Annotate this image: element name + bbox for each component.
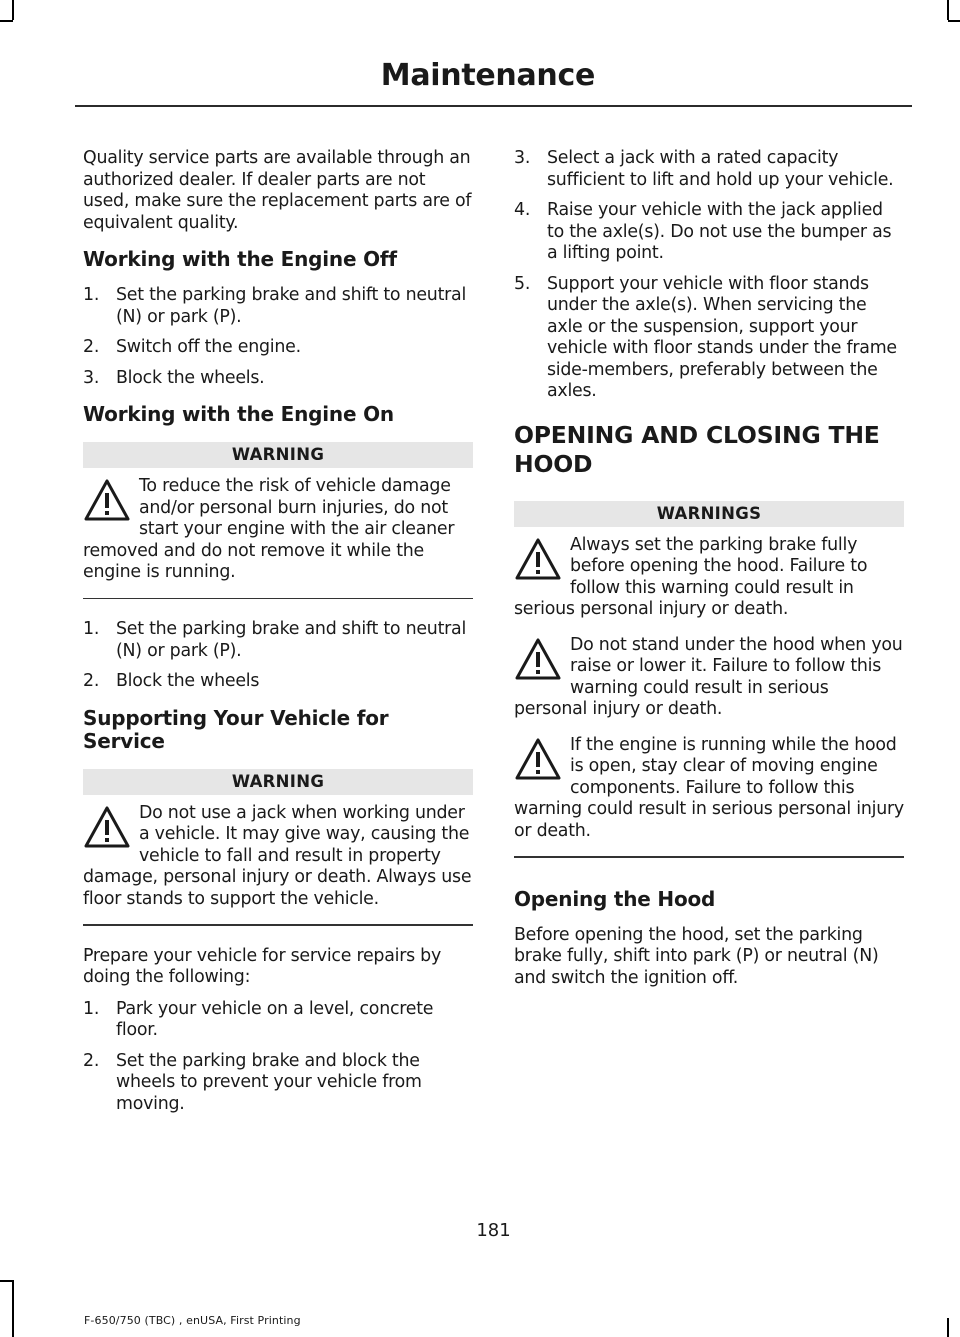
warning-triangle-icon	[83, 478, 131, 522]
step-number: 2.	[83, 671, 100, 691]
prepare-paragraph: Prepare your vehicle for service repairs by doing the following:	[83, 945, 442, 987]
warning-triangle-icon	[514, 537, 562, 581]
right-column	[514, 148, 904, 999]
engine-on-steps	[83, 619, 473, 693]
step-number: 1.	[83, 998, 100, 1019]
opening-hood-paragraph: Before opening the hood, set the parking brake fully, shift into park (P) or neutral (N) and switch the ignition off.	[514, 924, 879, 988]
footer-text: F-650/750 (TBC) , enUSA, First Printing	[84, 1314, 301, 1327]
step-text: Block the wheels.	[116, 367, 265, 388]
step-text: Block the wheels	[116, 671, 260, 691]
step-text: Park your vehicle on a level, concrete floor.	[116, 998, 434, 1040]
warning-item	[514, 535, 904, 621]
step-number: 3.	[83, 367, 100, 388]
list-item	[83, 368, 473, 390]
crop-mark	[12, 0, 14, 20]
step-number: 2.	[83, 1050, 100, 1071]
warning-triangle-icon	[514, 637, 562, 681]
warning-item	[83, 803, 473, 911]
warning-text: Do not use a jack when working under a vehicle. It may give way, causing the vehicle to fall and result in property damage, personal injury or death. Always use floor stands to support the vehicle.	[83, 802, 472, 909]
list-item	[514, 200, 904, 265]
list-item	[83, 1051, 473, 1116]
step-number: 1.	[83, 619, 100, 639]
warning-box	[83, 769, 473, 926]
step-number: 5.	[514, 273, 531, 294]
warning-text: To reduce the risk of vehicle damage and/or personal burn injuries, do not start your engine with the air cleaner removed and do not remove it while the engine is running.	[83, 476, 455, 582]
warning-box	[83, 442, 473, 599]
list-item	[83, 337, 473, 359]
step-text: Set the parking brake and shift to neutral (N) or park (P).	[116, 285, 467, 327]
warning-triangle-icon	[83, 805, 131, 849]
intro-paragraph: Quality service parts are available through an authorized dealer. If dealer parts are not used, make sure the replacement parts are of equivalent quality.	[83, 148, 472, 233]
engine-on-heading: Working with the Engine On	[83, 402, 394, 426]
jack-steps	[514, 148, 904, 403]
step-text: Switch off the engine.	[116, 337, 301, 357]
step-number: 1.	[83, 285, 100, 305]
crop-mark	[12, 1280, 14, 1337]
crop-mark	[947, 0, 949, 20]
supporting-heading: Supporting Your Vehicle for Service	[83, 705, 389, 753]
divider	[83, 598, 473, 600]
left-column	[83, 148, 473, 1124]
page-title: Maintenance	[380, 58, 595, 93]
list-item	[83, 619, 473, 662]
step-text: Set the parking brake and shift to neutral (N) or park (P).	[116, 619, 467, 661]
step-text: Set the parking brake and block the wheels to prevent your vehicle from moving.	[116, 1050, 422, 1114]
warning-label: WARNING	[83, 442, 473, 468]
step-number: 3.	[514, 148, 531, 168]
list-item	[83, 671, 473, 693]
crop-mark	[0, 1280, 13, 1282]
list-item	[83, 285, 473, 328]
step-text: Select a jack with a rated capacity sufficient to lift and hold up your vehicle.	[547, 148, 894, 190]
divider	[514, 856, 904, 858]
step-text: Raise your vehicle with the jack applied to the axle(s). Do not use the bumper as a lifting point.	[547, 200, 892, 263]
warning-item	[514, 635, 904, 721]
step-number: 4.	[514, 200, 531, 220]
step-text: Support your vehicle with floor stands under the axle(s). When servicing the axle or the suspension, support your vehicle with floor stands under the frame side-members, preferably between the axles.	[547, 273, 897, 401]
crop-mark	[0, 20, 13, 22]
list-item	[514, 274, 904, 403]
warning-triangle-icon	[514, 737, 562, 781]
warnings-label: WARNINGS	[514, 501, 904, 527]
crop-mark	[947, 1318, 949, 1337]
warning-text: Do not stand under the hood when you raise or lower it. Failure to follow this warning could result in serious personal injury or death.	[514, 634, 903, 719]
opening-hood-heading: Opening the Hood	[514, 886, 716, 911]
engine-off-heading: Working with the Engine Off	[83, 247, 397, 271]
warning-text: If the engine is running while the hood is open, stay clear of moving engine components. Failure to follow this warning could result in serious personal injury or death.	[514, 734, 904, 841]
step-number: 2.	[83, 337, 100, 357]
warning-label: WARNING	[83, 769, 473, 795]
engine-off-steps	[83, 285, 473, 389]
divider	[83, 924, 473, 926]
prepare-steps	[83, 999, 473, 1116]
warning-item	[83, 476, 473, 584]
crop-mark	[948, 20, 960, 22]
header-rule	[75, 105, 912, 107]
list-item	[514, 148, 904, 191]
warning-item	[514, 735, 904, 843]
list-item	[83, 999, 473, 1042]
warnings-box	[514, 501, 904, 858]
hood-section-heading: OPENING AND CLOSING THE HOOD	[514, 420, 880, 478]
warning-text: Always set the parking brake fully before opening the hood. Failure to follow this warning could result in serious personal injury or death.	[514, 534, 868, 619]
page-number: 181	[476, 1220, 511, 1241]
